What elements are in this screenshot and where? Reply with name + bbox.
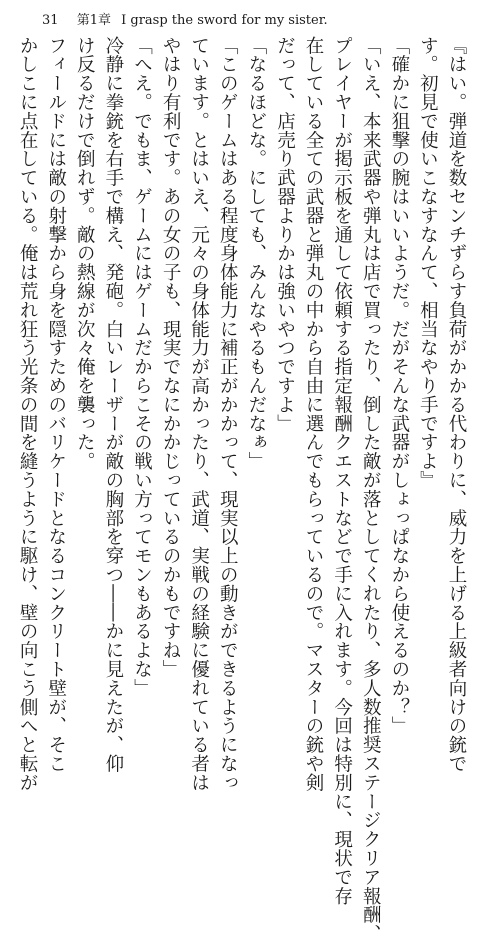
page-header <box>42 9 328 28</box>
text-line: だって、店売り武器よりかは強いやつですよ」 <box>274 36 296 433</box>
text-line: 「なるほどな。にしても、みんなやるもんだなぁ」 <box>245 36 267 471</box>
text-line: 「確かに狙撃の腕はいいようだ。だがそんな武器がしょっぱなから使えるのか？」 <box>388 36 410 736</box>
text-line: フィールドには敵の射撃から身を隠すためのバリケードとなるコンクリート壁が、そこ <box>45 36 67 774</box>
text-line: す。初見で使いこなすなんて、相当なやり手ですよ』 <box>417 36 439 490</box>
text-line: 「へえ。でもま、ゲームにはゲームだからこその戦い方ってモンもあるよな」 <box>131 36 153 698</box>
text-line: プレイヤーが掲示板を通して依頼する指定報酬クエストなどで手に入れます。今回は特別に、現状で存 <box>331 36 353 906</box>
text-line: 在している全ての武器と弾丸の中から自由に選んでもらっているので。マスターの銃や剣 <box>303 36 325 792</box>
text-line: やはり有利です。あの女の子も、現実でなにかかじっているのかもですね」 <box>160 36 182 679</box>
text-line: 『はい。弾道を数センチずらす負荷がかかる代わりに、威力を上げる上級者向けの銃で <box>446 36 467 774</box>
chapter-label: 第1章 <box>76 13 111 28</box>
page-number: 31 <box>42 13 59 28</box>
text-line: 冷静に拳銃を右手で構え、発砲。白いレーザーが敵の胸部を穿つ――かに見えたが、仰 <box>102 36 124 774</box>
text-line: かしこに点在している。俺は荒れ狂う光条の間を縫うように駆け、壁の向こう側へと転が <box>17 36 39 792</box>
chapter-title: I grasp the sword for my sister. <box>121 13 328 28</box>
text-line: ています。とはいえ、元々の身体能力が高かったり、武道、実戦の経験に優れている者は <box>188 36 210 792</box>
vertical-body-text <box>17 36 470 943</box>
text-line: 「このゲームはある程度身体能力に補正がかかって、現実以上の動きができるようになっ <box>217 36 239 792</box>
text-line: 「いえ、本来武器や弾丸は店で買ったり、倒した敵が落としてくれたり、多人数推奨ステージクリア報酬、 <box>360 36 382 943</box>
text-line: け反るだけで倒れず。敵の熱線が次々俺を襲った。 <box>74 36 96 471</box>
